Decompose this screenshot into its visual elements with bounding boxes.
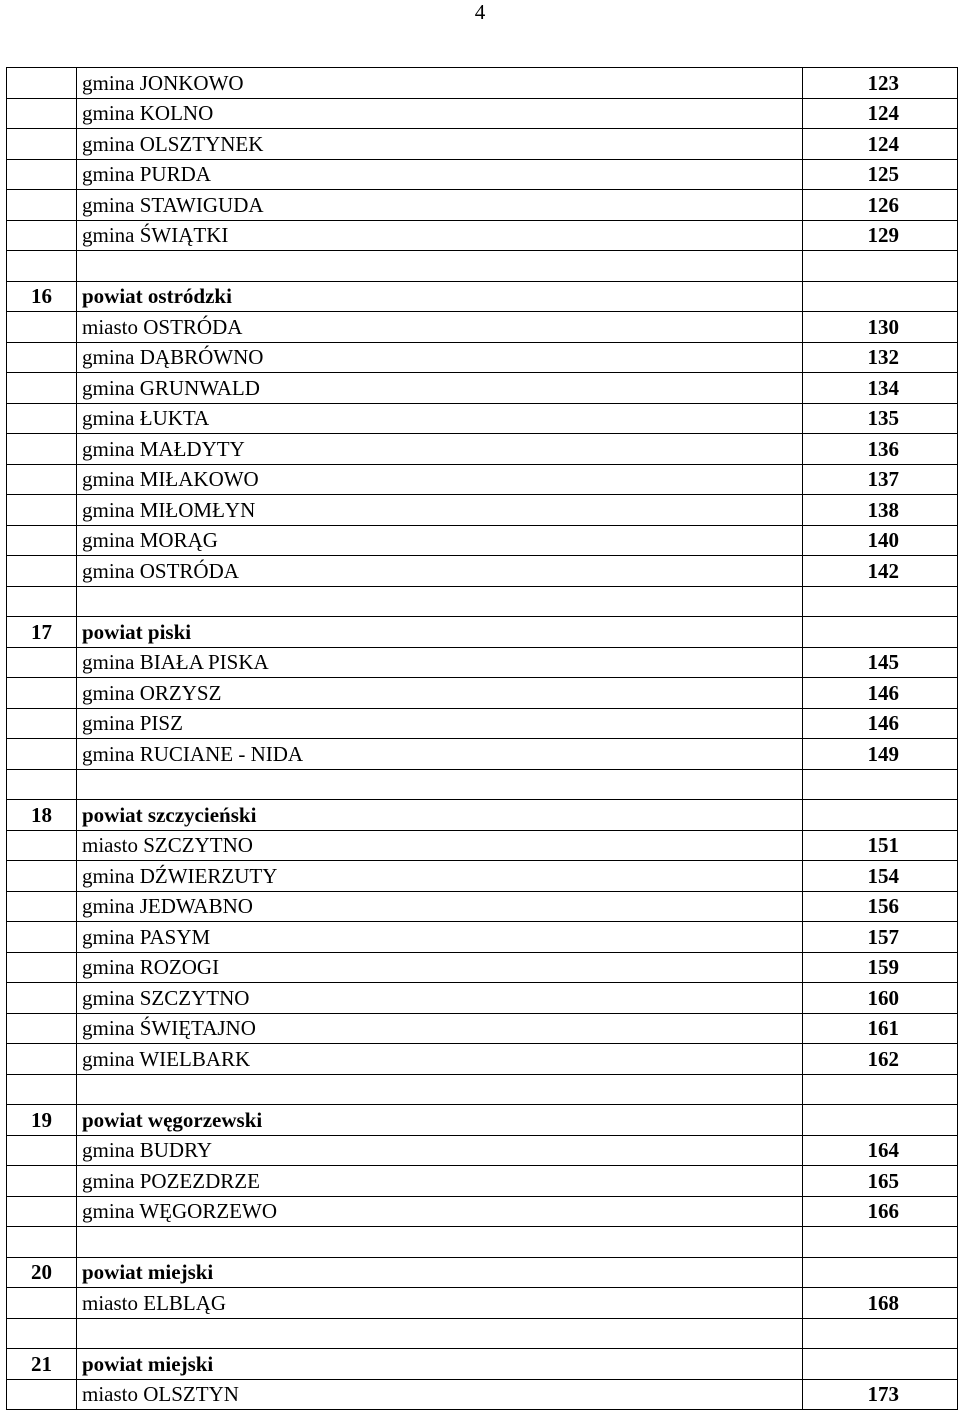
table-row [7,373,958,404]
powiat-header-row [7,281,958,312]
entry-page: 124 [803,98,958,129]
entry-page: 129 [803,220,958,251]
entry-page: 168 [803,1288,958,1319]
empty-cell [7,220,77,251]
empty-cell [7,1318,77,1349]
entry-name: gmina MAŁDYTY [77,434,803,465]
table-row [7,1135,958,1166]
entry-page: 156 [803,891,958,922]
empty-cell [7,861,77,892]
entry-page: 142 [803,556,958,587]
entry-name: gmina DĄBRÓWNO [77,342,803,373]
table-row [7,1044,958,1075]
entry-name: gmina PURDA [77,159,803,190]
powiat-title: powiat miejski [77,1257,803,1288]
table-row [7,1166,958,1197]
empty-cell [803,251,958,282]
empty-cell [7,1288,77,1319]
powiat-title: powiat piski [77,617,803,648]
entry-page: 160 [803,983,958,1014]
empty-cell [7,342,77,373]
table-row [7,312,958,343]
empty-cell [803,800,958,831]
empty-cell [803,769,958,800]
entry-name: gmina GRUNWALD [77,373,803,404]
empty-cell [7,1379,77,1410]
powiat-header-row [7,1257,958,1288]
entry-page: 123 [803,68,958,99]
entry-name: gmina POZEZDRZE [77,1166,803,1197]
table-row [7,678,958,709]
empty-cell [7,830,77,861]
empty-cell [803,1227,958,1258]
powiat-header-row [7,1105,958,1136]
entry-name: gmina KOLNO [77,98,803,129]
empty-cell [7,1013,77,1044]
table-row [7,403,958,434]
empty-cell [803,281,958,312]
entry-name: gmina SZCZYTNO [77,983,803,1014]
powiat-title: powiat miejski [77,1349,803,1380]
powiat-number: 17 [7,617,77,648]
entry-page: 126 [803,190,958,221]
table-row [7,1013,958,1044]
entry-page: 151 [803,830,958,861]
empty-cell [7,952,77,983]
table-row [7,464,958,495]
table-row [7,68,958,99]
empty-cell [803,1105,958,1136]
empty-cell [7,403,77,434]
empty-cell [7,190,77,221]
entry-name: gmina MIŁOMŁYN [77,495,803,526]
table-row [7,98,958,129]
entry-name: gmina STAWIGUDA [77,190,803,221]
table-row [7,891,958,922]
entry-page: 137 [803,464,958,495]
empty-cell [7,586,77,617]
empty-cell [7,373,77,404]
table-row [7,129,958,160]
empty-cell [803,1349,958,1380]
spacer-row [7,1318,958,1349]
entry-name: miasto OLSZTYN [77,1379,803,1410]
entry-name: gmina JONKOWO [77,68,803,99]
entry-name: gmina MORĄG [77,525,803,556]
entry-name: gmina WĘGORZEWO [77,1196,803,1227]
entry-page: 136 [803,434,958,465]
empty-cell [803,586,958,617]
entry-page: 162 [803,1044,958,1075]
entry-name: gmina BUDRY [77,1135,803,1166]
entry-page: 173 [803,1379,958,1410]
table-row [7,556,958,587]
entry-page: 135 [803,403,958,434]
empty-cell [803,1318,958,1349]
entry-page: 130 [803,312,958,343]
table-row [7,159,958,190]
table-row [7,952,958,983]
entry-page: 132 [803,342,958,373]
entry-name: miasto OSTRÓDA [77,312,803,343]
empty-cell [7,647,77,678]
entry-name: gmina ŁUKTA [77,403,803,434]
empty-cell [77,1318,803,1349]
entry-page: 146 [803,678,958,709]
empty-cell [7,1227,77,1258]
empty-cell [7,495,77,526]
entry-page: 154 [803,861,958,892]
empty-cell [7,922,77,953]
empty-cell [7,739,77,770]
table-row [7,220,958,251]
empty-cell [7,983,77,1014]
powiat-number: 19 [7,1105,77,1136]
empty-cell [7,708,77,739]
empty-cell [803,1074,958,1105]
toc-body [7,68,958,1410]
entry-name: gmina PASYM [77,922,803,953]
powiat-number: 16 [7,281,77,312]
entry-page: 134 [803,373,958,404]
entry-page: 125 [803,159,958,190]
empty-cell [7,525,77,556]
powiat-header-row [7,1349,958,1380]
entry-name: miasto ELBLĄG [77,1288,803,1319]
empty-cell [803,617,958,648]
entry-page: 149 [803,739,958,770]
entry-name: gmina ŚWIĘTAJNO [77,1013,803,1044]
empty-cell [7,1074,77,1105]
table-row [7,1379,958,1410]
table-row [7,434,958,465]
powiat-number: 18 [7,800,77,831]
entry-name: gmina WIELBARK [77,1044,803,1075]
empty-cell [7,1044,77,1075]
entry-page: 164 [803,1135,958,1166]
table-row [7,861,958,892]
entry-name: gmina ROZOGI [77,952,803,983]
table-row [7,1288,958,1319]
entry-name: gmina MIŁAKOWO [77,464,803,495]
entry-name: gmina ORZYSZ [77,678,803,709]
spacer-row [7,1227,958,1258]
entry-name: gmina OSTRÓDA [77,556,803,587]
table-row [7,525,958,556]
empty-cell [7,312,77,343]
entry-name: gmina DŹWIERZUTY [77,861,803,892]
empty-cell [7,891,77,922]
table-row [7,342,958,373]
table-row [7,647,958,678]
entry-page: 157 [803,922,958,953]
empty-cell [7,251,77,282]
empty-cell [77,1074,803,1105]
entry-name: miasto SZCZYTNO [77,830,803,861]
table-row [7,708,958,739]
empty-cell [7,434,77,465]
table-row [7,495,958,526]
empty-cell [77,586,803,617]
spacer-row [7,1074,958,1105]
page-number: 4 [474,0,486,24]
entry-name: gmina ŚWIĄTKI [77,220,803,251]
empty-cell [7,159,77,190]
empty-cell [77,769,803,800]
empty-cell [77,251,803,282]
entry-page: 140 [803,525,958,556]
entry-name: gmina BIAŁA PISKA [77,647,803,678]
empty-cell [7,678,77,709]
entry-name: gmina RUCIANE - NIDA [77,739,803,770]
entry-name: gmina OLSZTYNEK [77,129,803,160]
table-row [7,739,958,770]
empty-cell [803,1257,958,1288]
spacer-row [7,251,958,282]
empty-cell [7,464,77,495]
entry-page: 159 [803,952,958,983]
empty-cell [77,1227,803,1258]
empty-cell [7,68,77,99]
table-row [7,830,958,861]
powiat-header-row [7,800,958,831]
table-row [7,190,958,221]
powiat-title: powiat ostródzki [77,281,803,312]
powiat-title: powiat szczycieński [77,800,803,831]
entry-page: 165 [803,1166,958,1197]
empty-cell [7,98,77,129]
empty-cell [7,129,77,160]
powiat-title: powiat węgorzewski [77,1105,803,1136]
empty-cell [7,556,77,587]
powiat-number: 21 [7,1349,77,1380]
entry-page: 138 [803,495,958,526]
entry-name: gmina PISZ [77,708,803,739]
empty-cell [7,1166,77,1197]
powiat-number: 20 [7,1257,77,1288]
entry-page: 146 [803,708,958,739]
table-of-contents [6,67,958,1410]
powiat-header-row [7,617,958,648]
empty-cell [7,1135,77,1166]
spacer-row [7,586,958,617]
entry-page: 145 [803,647,958,678]
table-row [7,1196,958,1227]
entry-page: 166 [803,1196,958,1227]
entry-page: 124 [803,129,958,160]
empty-cell [7,1196,77,1227]
spacer-row [7,769,958,800]
entry-name: gmina JEDWABNO [77,891,803,922]
empty-cell [7,769,77,800]
table-row [7,922,958,953]
table-row [7,983,958,1014]
entry-page: 161 [803,1013,958,1044]
